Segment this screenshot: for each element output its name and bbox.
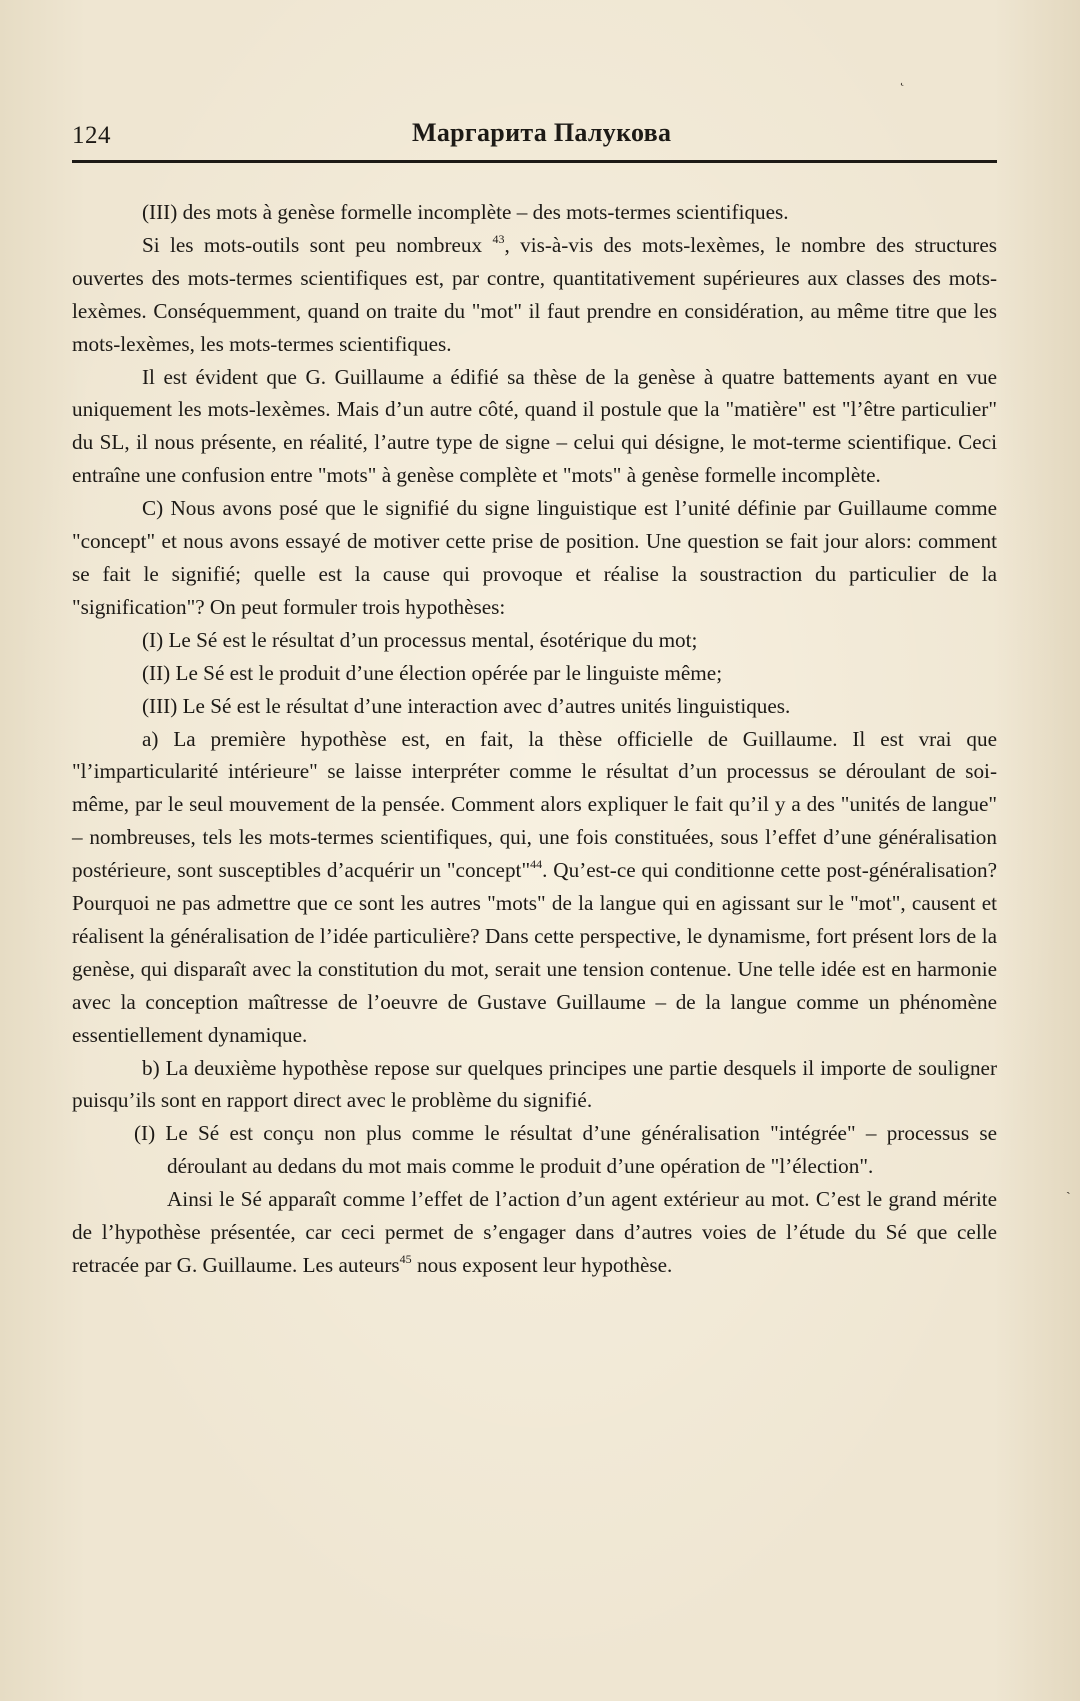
text-run: a) La première hypothèse est, en fait, la thèse officielle de Guillaume. Il est vrai que "l’imparticularité intérieure" se laisse interpréter comme le résultat d’un processus se déroulant de soi-même, par le seul mouvement de la pensée. Comment alors expliquer le fait qu’il y a des "unités de langue" – nombreuses, tels les mots-termes scientifiques, qui, une fois constituées, sous l’effet d’une généralisation postérieure, sont susceptibles d’acquérir un "concept" (72, 726, 997, 883)
header-rule (72, 160, 997, 163)
running-title: Маргарита Палукова (412, 118, 672, 147)
footnote-ref: 44 (530, 857, 543, 872)
page-number: 124 (72, 122, 111, 149)
footnote-ref: 43 (492, 231, 505, 246)
text-run: , vis-à-vis des mots-lexèmes, le nombre des structures ouvertes des mots-termes scientifiques est, par contre, quantitativement supérieures aux classes des mots-lexèmes. Conséquemment, quand on traite du "mot" il faut prendre en considération, au même titre que les mots-lexèmes, les mots-termes scientifiques. (72, 232, 998, 356)
page-header (72, 118, 997, 160)
paragraph (72, 723, 997, 1052)
hanging-list-item: (I) Le Sé est conçu non plus comme le résultat d’une généralisation "intégrée" – processus se déroulant au dedans du mot mais comme le produit d’une opération de "l’élection". (134, 1121, 997, 1179)
margin-speck: ˏ (1066, 1180, 1071, 1195)
text-run: . Qu’est-ce qui conditionne cette post-généralisation? Pourquoi ne pas admettre que ce sont les autres "mots" de la langue qui en agissant sur le "mot", causent et réalisent la généralisation de l’idée particulière? Dans cette perspective, le dynamisme, fort présent lors de la genèse, qui disparaît avec la constitution du mot, serait une tension contenue. Une telle idée est en harmonie avec la conception maîtresse de l’oeuvre de Gustave Guillaume – de la langue comme un phénomène essentiellement dynamique. (72, 858, 997, 1047)
paragraph: b) La deuxième hypothèse repose sur quelques principes une partie desquels il importe de souligner puisqu’ils sont en rapport direct avec le problème du signifié. (72, 1055, 997, 1113)
text-run: Ainsi le Sé apparaît comme l’effet de l’action d’un agent extérieur au mot. C’est le grand mérite de l’hypothèse présentée, car ceci permet de s’engager dans d’autres voies de l’étude du Sé que celle retracée par G. Guillaume. Les auteurs (72, 1187, 997, 1277)
body-text (72, 196, 997, 1282)
paragraph (72, 1183, 997, 1282)
text-run: Si les mots-outils sont peu nombreux (142, 232, 493, 257)
footnote-ref: 45 (399, 1252, 412, 1266)
text-run: nous exposent leur hypothèse. (411, 1253, 673, 1277)
margin-speck: ˛ (900, 72, 905, 87)
paragraph (72, 229, 997, 361)
paragraph: Il est évident que G. Guillaume a édifié sa thèse de la genèse à quatre battements ayant en vue uniquement les mots-lexèmes. Mais d’un autre côté, quand il postule que la "matière" est "l’être particulier" du SL, il nous présente, en réalité, l’autre type de signe – celui qui désigne, le mot-terme scientifique. Ceci entraîne une confusion entre "mots" à genèse complète et "mots" à genèse formelle incomplète. (72, 364, 997, 488)
list-item: (III) Le Sé est le résultat d’une interaction avec d’autres unités linguistiques. (142, 693, 791, 718)
list-item: (I) Le Sé est le résultat d’un processus mental, ésotérique du mot; (142, 627, 698, 652)
list-item: (III) des mots à genèse formelle incomplète – des mots-termes scientifiques. (142, 200, 789, 224)
list-item: (II) Le Sé est le produit d’une élection opérée par le linguiste même; (142, 660, 723, 685)
paragraph: C) Nous avons posé que le signifié du signe linguistique est l’unité définie par Guillaume comme "concept" et nous avons essayé de motiver cette prise de position. Une question se fait jour alors: comment se fait le signifié; quelle est la cause qui provoque et réalise la soustraction du particulier de la "signification"? On peut formuler trois hypothèses: (72, 496, 997, 619)
